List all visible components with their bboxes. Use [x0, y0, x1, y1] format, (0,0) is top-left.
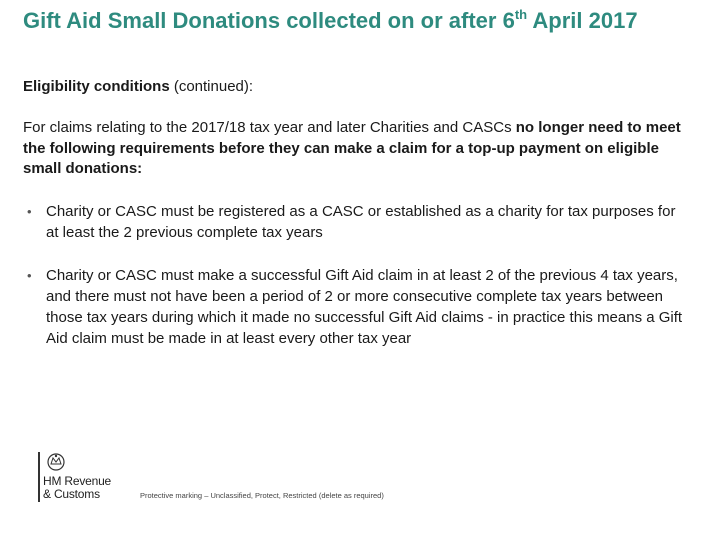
bullet-icon: • — [27, 204, 32, 219]
hmrc-logo — [38, 452, 128, 504]
intro-normal: For claims relating to the 2017/18 tax year and later Charities and CASCs — [23, 119, 516, 136]
list-item-text: Charity or CASC must make a successful Gift Aid claim in at least 2 of the previous 4 tax years, and there must not have been a period of 2 or more consecutive complete tax years between those tax years during which it made no successful Gift Aid claims - in practice this means a Gift Aid claim must be made in at least every other tax year — [46, 267, 683, 347]
list-item — [23, 201, 683, 243]
title-superscript: th — [514, 7, 528, 22]
requirements-list — [23, 201, 683, 371]
intro-paragraph — [23, 118, 683, 180]
logo-line-1: HM Revenue — [43, 474, 112, 488]
title-text-end: April 2017 — [527, 8, 638, 33]
logo-text — [43, 475, 111, 501]
page-title — [23, 8, 713, 34]
logo-divider — [38, 452, 40, 502]
logo-line-2: & Customs — [43, 487, 100, 501]
list-item — [23, 265, 683, 349]
bullet-icon: • — [27, 268, 32, 283]
intro-bold: no longer need to meet the following requirements before they can make a claim for a top-up payment on eligible small donations: — [23, 119, 681, 177]
subtitle-normal: (continued): — [169, 78, 254, 95]
list-item-text: Charity or CASC must be registered as a CASC or established as a charity for tax purposes for at least the 2 previous complete tax years — [46, 203, 676, 241]
title-text: Gift Aid Small Donations collected on or after 6 — [23, 8, 515, 33]
crest-icon — [43, 452, 69, 472]
subtitle — [23, 78, 253, 96]
subtitle-bold: Eligibility conditions — [23, 78, 170, 95]
protective-marking: Protective marking – Unclassified, Protect, Restricted (delete as required) — [140, 491, 384, 500]
